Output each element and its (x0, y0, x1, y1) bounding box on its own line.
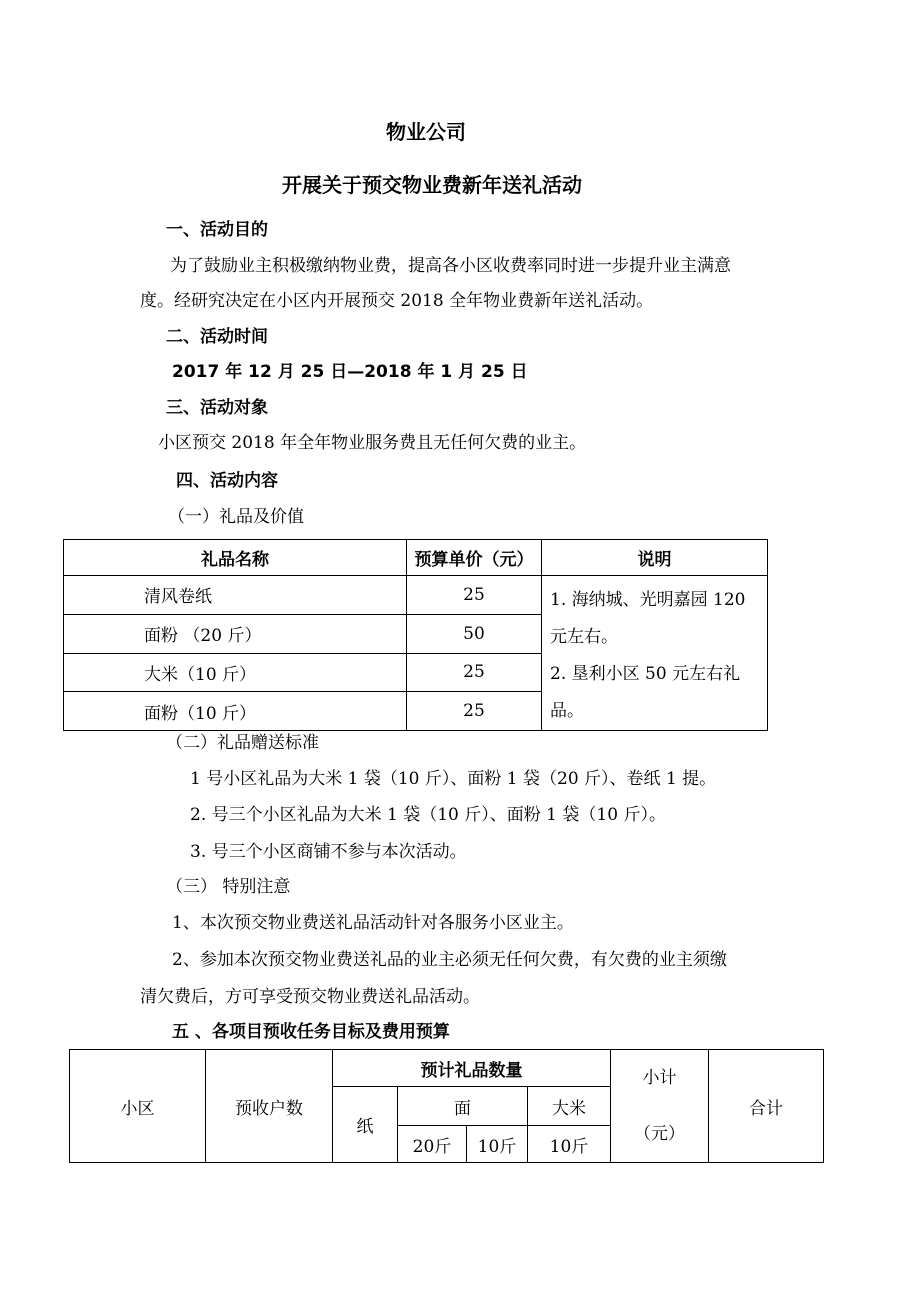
gift-price: 25 (407, 692, 542, 731)
note-2-line2: 清欠费后，方可享受预交物业费送礼品活动。 (140, 987, 480, 1007)
col-subtotal (611, 1050, 709, 1163)
section-5-heading: 五 、各项目预收任务目标及费用预算 (172, 1022, 450, 1042)
col-households: 预收户数 (206, 1050, 333, 1163)
gift-header-price: 预算单价（元） (407, 540, 542, 576)
col-subtotal-unit: （元） (634, 1124, 685, 1144)
table-row (64, 576, 768, 615)
note-2-line1: 2、参加本次预交物业费送礼品的业主必须无任何欠费，有欠费的业主须缴 (172, 950, 727, 970)
gift-note-cell (542, 576, 768, 731)
section-1-text-line1: 为了鼓励业主积极缴纳物业费，提高各小区收费率同时进一步提升业主满意 (170, 256, 731, 276)
doc-title: 物业公司 (386, 120, 466, 144)
section-4-sub1: （一）礼品及价值 (168, 507, 304, 527)
col-total: 合计 (709, 1050, 824, 1163)
col-rice: 大米 (528, 1087, 611, 1126)
section-1-heading: 一、活动目的 (166, 220, 268, 240)
gift-name: 面粉（10 斤） (64, 692, 407, 731)
col-flour: 面 (398, 1087, 528, 1126)
gift-price: 25 (407, 576, 542, 615)
gift-price: 50 (407, 614, 542, 653)
budget-table (69, 1049, 824, 1163)
col-rice-10: 10斤 (528, 1126, 611, 1163)
section-2-text: 2017 年 12 月 25 日—2018 年 1 月 25 日 (172, 362, 528, 382)
section-3-heading: 三、活动对象 (166, 398, 268, 418)
gift-note-line: 2. 垦利小区 50 元左右礼 (550, 664, 741, 684)
gift-note-line: 品。 (550, 701, 584, 721)
gift-price: 25 (407, 653, 542, 692)
gift-note-line: 元左右。 (550, 627, 618, 647)
col-flour-20: 20斤 (398, 1126, 467, 1163)
col-district: 小区 (70, 1050, 206, 1163)
gift-standard-3: 3. 号三个小区商铺不参与本次活动。 (190, 842, 467, 862)
section-1-text-line2: 度。经研究决定在小区内开展预交 2018 全年物业费新年送礼活动。 (140, 291, 654, 311)
gift-standard-1: 1 号小区礼品为大米 1 袋（10 斤）、面粉 1 袋（20 斤）、卷纸 1 提。 (190, 769, 717, 789)
gift-standard-2: 2. 号三个小区礼品为大米 1 袋（10 斤）、面粉 1 袋（10 斤）。 (190, 805, 666, 825)
section-2-heading: 二、活动时间 (166, 327, 268, 347)
col-subtotal-label: 小计 (642, 1068, 677, 1088)
gift-table (63, 539, 768, 731)
doc-subtitle: 开展关于预交物业费新年送礼活动 (282, 173, 582, 197)
gift-name: 大米（10 斤） (64, 653, 407, 692)
col-paper: 纸 (333, 1087, 398, 1163)
col-gift-quantity: 预计礼品数量 (333, 1050, 611, 1087)
section-4-sub2: （二）礼品赠送标准 (166, 733, 319, 753)
gift-name: 清风卷纸 (64, 576, 407, 615)
section-4-sub3: （三） 特别注意 (166, 877, 291, 897)
col-flour-10: 10斤 (467, 1126, 528, 1163)
gift-name: 面粉 （20 斤） (64, 614, 407, 653)
section-3-text: 小区预交 2018 年全年物业服务费且无任何欠费的业主。 (158, 433, 587, 453)
gift-note-line: 1. 海纳城、光明嘉园 120 (550, 590, 746, 610)
gift-header-note: 说明 (542, 540, 768, 576)
section-4-heading: 四、活动内容 (176, 471, 278, 491)
gift-header-name: 礼品名称 (64, 540, 407, 576)
note-1: 1、本次预交物业费送礼品活动针对各服务小区业主。 (172, 913, 574, 933)
